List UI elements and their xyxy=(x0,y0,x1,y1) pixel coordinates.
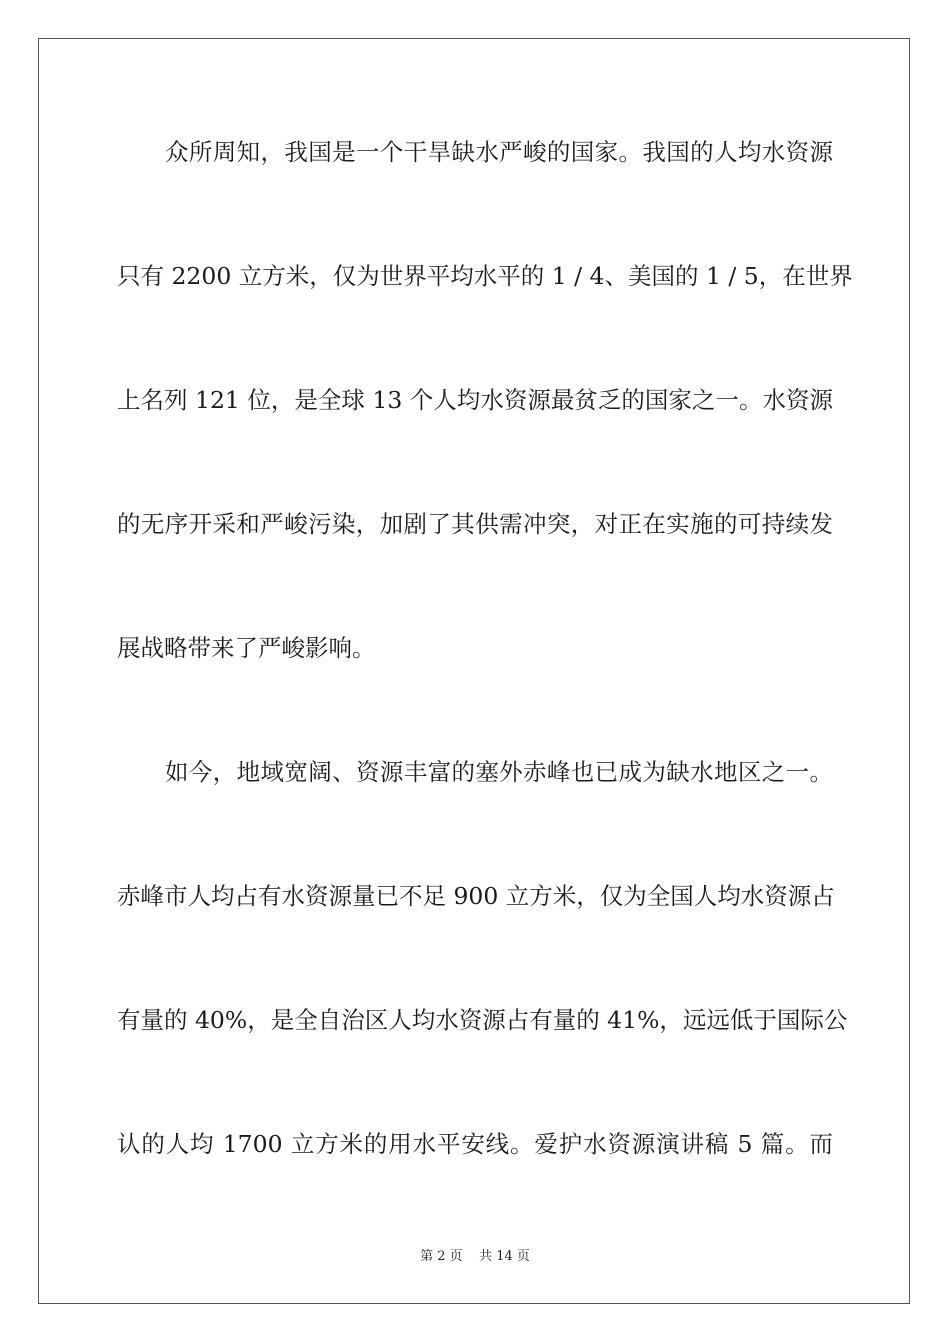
paragraph-2-line-2: 赤峰市人均占有水资源量已不足 900 立方米，仅为全国人均水资源占 xyxy=(117,882,835,910)
paragraph-1-line-4: 的无序开采和严峻污染，加剧了其供需冲突，对正在实施的可持续发 xyxy=(117,510,833,538)
paragraph-1-line-1: 众所周知，我国是一个干旱缺水严峻的国家。我国的人均水资源 xyxy=(165,138,833,166)
paragraph-2-line-3: 有量的 40%，是全自治区人均水资源占有量的 41%，远远低于国际公 xyxy=(117,1006,848,1034)
paragraph-2-line-1: 如今，地域宽阔、资源丰富的塞外赤峰也已成为缺水地区之一。 xyxy=(165,758,833,786)
paragraph-1-line-3: 上名列 121 位，是全球 13 个人均水资源最贫乏的国家之一。水资源 xyxy=(117,386,833,414)
paragraph-2-line-4: 认的人均 1700 立方米的用水平安线。爱护水资源演讲稿 5 篇。而 xyxy=(117,1130,833,1158)
paragraph-1-line-5: 展战略带来了严峻影响。 xyxy=(117,634,376,662)
page-footer: 第 2 页 共 14 页 xyxy=(420,1249,530,1264)
page-border xyxy=(38,38,910,1304)
paragraph-1-line-2: 只有 2200 立方米，仅为世界平均水平的 1 / 4、美国的 1 / 5，在世界 xyxy=(117,262,853,290)
